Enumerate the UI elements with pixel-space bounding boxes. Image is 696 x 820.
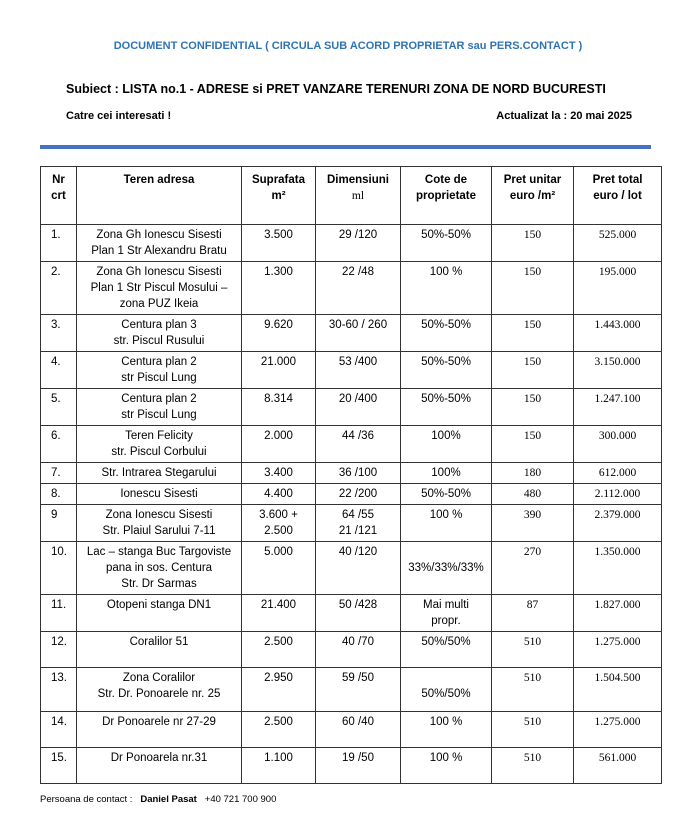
cell-line: 100%: [431, 467, 461, 479]
cell-line: Dr Ponoarele nr 27-29: [102, 716, 216, 728]
cell-dimensions: [316, 262, 401, 315]
table-row: [41, 389, 662, 426]
cell-line: 19 /50: [342, 752, 374, 764]
cell-shares: [401, 668, 492, 712]
cell-line: Teren Felicity: [125, 430, 193, 442]
cell-shares: [401, 262, 492, 315]
cell-unit-price: 510: [492, 712, 574, 748]
cell-line: 50%/50%: [421, 688, 471, 700]
contact-phone: +40 721 700 900: [204, 794, 277, 805]
cell-area: [242, 426, 316, 463]
cell-area: [242, 595, 316, 632]
cell-line: Dr Ponoarela nr.31: [110, 752, 208, 764]
cell-total-price: 1.504.500: [574, 668, 662, 712]
cell-line: 22 /200: [338, 488, 378, 500]
cell-shares: [401, 463, 492, 484]
cell-total-price: 525.000: [574, 225, 662, 262]
cell-dimensions: [316, 505, 401, 542]
cell-line: [404, 670, 488, 686]
cell-nr: 1.: [41, 225, 77, 262]
cell-total-price: 1.275.000: [574, 632, 662, 668]
cell-line: 1.300: [264, 266, 293, 278]
cell-dimensions: [316, 484, 401, 505]
cell-line: Str. Intrarea Stegarului: [101, 467, 217, 479]
cell-dimensions: [316, 389, 401, 426]
cell-total-price: 1.350.000: [574, 542, 662, 595]
cell-address: [77, 225, 242, 262]
cell-unit-price: 87: [492, 595, 574, 632]
cell-address: [77, 668, 242, 712]
cell-unit-price: 510: [492, 632, 574, 668]
cell-line: 3.400: [264, 467, 293, 479]
updated-date: Actualizat la : 20 mai 2025: [496, 110, 632, 122]
cell-nr: 10.: [41, 542, 77, 595]
cell-unit-price: 180: [492, 463, 574, 484]
cell-nr: 9: [41, 505, 77, 542]
table-row: [41, 632, 662, 668]
cell-dimensions: [316, 712, 401, 748]
cell-unit-price: 150: [492, 262, 574, 315]
cell-unit-price: 150: [492, 389, 574, 426]
cell-nr: 6.: [41, 426, 77, 463]
cell-line: Str. Plaiul Sarului 7-11: [102, 525, 216, 537]
cell-line: 50%/50%: [421, 636, 471, 648]
cell-unit-price: 150: [492, 352, 574, 389]
cell-area: [242, 262, 316, 315]
header-area: Suprafata m²: [242, 167, 316, 225]
header-total-price: Pret total euro / lot: [574, 167, 662, 225]
cell-unit-price: 150: [492, 426, 574, 463]
cell-total-price: 1.827.000: [574, 595, 662, 632]
cell-address: [77, 505, 242, 542]
cell-line: 44 /36: [342, 430, 374, 442]
cell-address: [77, 389, 242, 426]
cell-line: 50 /428: [338, 599, 378, 611]
cell-nr: 5.: [41, 389, 77, 426]
cell-line: 5.000: [264, 546, 293, 558]
cell-area: [242, 748, 316, 784]
cell-line: 29 /120: [338, 229, 378, 241]
cell-nr: 15.: [41, 748, 77, 784]
cell-line: Str. Dr. Ponoarele nr. 25: [97, 688, 221, 700]
cell-shares: [401, 389, 492, 426]
cell-address: [77, 426, 242, 463]
cell-area: [242, 389, 316, 426]
cell-shares: [401, 748, 492, 784]
cell-unit-price: 270: [492, 542, 574, 595]
cell-line: Plan 1 Str Piscul Mosului –: [90, 282, 228, 294]
cell-line: Centura plan 2: [121, 356, 197, 368]
table-row: [41, 315, 662, 352]
cell-area: [242, 315, 316, 352]
cell-line: 30-60 / 260: [328, 319, 388, 331]
cell-line: Centura plan 2: [121, 393, 197, 405]
subject-line: Subiect : LISTA no.1 - ADRESE si PRET VANZARE TERENURI ZONA DE NORD BUCURESTI: [66, 82, 606, 96]
cell-address: [77, 595, 242, 632]
cell-total-price: 195.000: [574, 262, 662, 315]
cell-line: 64 /55: [342, 509, 374, 521]
cell-line: 2.500: [264, 716, 293, 728]
cell-shares: [401, 595, 492, 632]
cell-total-price: 300.000: [574, 426, 662, 463]
cell-address: [77, 262, 242, 315]
cell-shares: [401, 225, 492, 262]
cell-total-price: 1.247.100: [574, 389, 662, 426]
cell-line: 100 %: [429, 266, 463, 278]
cell-line: 50%-50%: [421, 488, 471, 500]
cell-total-price: 1.443.000: [574, 315, 662, 352]
cell-area: [242, 505, 316, 542]
cell-nr: 13.: [41, 668, 77, 712]
cell-line: Zona Gh Ionescu Sisesti: [96, 229, 222, 241]
cell-unit-price: 510: [492, 748, 574, 784]
cell-line: 20 /400: [338, 393, 378, 405]
header-dimensions: Dimensiuni ml: [316, 167, 401, 225]
cell-total-price: 561.000: [574, 748, 662, 784]
cell-line: 60 /40: [342, 716, 374, 728]
cell-line: propr.: [431, 615, 461, 627]
cell-shares: [401, 484, 492, 505]
table-row: [41, 262, 662, 315]
cell-unit-price: 390: [492, 505, 574, 542]
cell-line: [404, 544, 488, 560]
table-row: [41, 426, 662, 463]
cell-area: [242, 352, 316, 389]
cell-line: 2.500: [264, 525, 293, 537]
cell-line: 36 /100: [338, 467, 378, 479]
table-row: [41, 463, 662, 484]
header-unit-price: Pret unitar euro /m²: [492, 167, 574, 225]
cell-line: Str. Dr Sarmas: [121, 578, 197, 590]
cell-area: [242, 632, 316, 668]
cell-line: str Piscul Lung: [121, 409, 197, 421]
cell-total-price: 3.150.000: [574, 352, 662, 389]
cell-line: 1.100: [264, 752, 293, 764]
cell-line: 2.950: [264, 672, 293, 684]
cell-line: 21.400: [260, 599, 297, 611]
divider-rule: [40, 145, 651, 149]
cell-shares: [401, 712, 492, 748]
cell-line: 2.000: [264, 430, 293, 442]
cell-address: [77, 315, 242, 352]
cell-line: Otopeni stanga DN1: [106, 599, 212, 611]
table-row: [41, 712, 662, 748]
cell-line: 100%: [431, 430, 461, 442]
cell-shares: [401, 352, 492, 389]
cell-line: 3.600 +: [259, 509, 298, 521]
cell-line: zona PUZ Ikeia: [119, 298, 199, 310]
cell-dimensions: [316, 668, 401, 712]
cell-line: Centura plan 3: [121, 319, 197, 331]
header-shares: Cote de proprietate: [401, 167, 492, 225]
cell-line: 8.314: [264, 393, 293, 405]
cell-line: Plan 1 Str Alexandru Bratu: [91, 245, 227, 257]
cell-area: [242, 668, 316, 712]
cell-line: 100 %: [429, 752, 463, 764]
cell-nr: 2.: [41, 262, 77, 315]
contact-footer: [40, 794, 276, 805]
cell-line: Mai multi: [422, 599, 469, 611]
cell-dimensions: [316, 315, 401, 352]
table-row: [41, 542, 662, 595]
cell-line: 100 %: [429, 509, 463, 521]
header-address: Teren adresa: [77, 167, 242, 225]
cell-line: Lac – stanga Buc Targoviste: [86, 546, 232, 558]
cell-unit-price: 480: [492, 484, 574, 505]
cell-line: pana in sos. Centura: [105, 562, 213, 574]
cell-nr: 14.: [41, 712, 77, 748]
cell-shares: [401, 505, 492, 542]
cell-address: [77, 748, 242, 784]
cell-dimensions: [316, 748, 401, 784]
cell-unit-price: 150: [492, 225, 574, 262]
cell-nr: 11.: [41, 595, 77, 632]
cell-dimensions: [316, 225, 401, 262]
cell-line: 50%-50%: [421, 393, 471, 405]
cell-total-price: 612.000: [574, 463, 662, 484]
cell-line: 53 /400: [338, 356, 378, 368]
cell-line: Zona Coralilor: [122, 672, 196, 684]
cell-dimensions: [316, 632, 401, 668]
cell-address: [77, 352, 242, 389]
land-listing-table: [40, 166, 662, 784]
cell-line: 100 %: [429, 716, 463, 728]
table-row: [41, 748, 662, 784]
cell-line: Coralilor 51: [129, 636, 189, 648]
cell-line: 4.400: [264, 488, 293, 500]
cell-dimensions: [316, 463, 401, 484]
table-row: [41, 352, 662, 389]
cell-nr: 3.: [41, 315, 77, 352]
table-row: [41, 225, 662, 262]
cell-line: 33%/33%/33%: [408, 562, 484, 574]
cell-nr: 4.: [41, 352, 77, 389]
cell-unit-price: 510: [492, 668, 574, 712]
cell-dimensions: [316, 426, 401, 463]
cell-address: [77, 542, 242, 595]
cell-line: str. Piscul Corbului: [111, 446, 207, 458]
cell-area: [242, 712, 316, 748]
confidential-notice: DOCUMENT CONFIDENTIAL ( CIRCULA SUB ACORD PROPRIETAR sau PERS.CONTACT ): [113, 40, 583, 52]
cell-total-price: 2.112.000: [574, 484, 662, 505]
cell-address: [77, 484, 242, 505]
cell-line: 21.000: [260, 356, 297, 368]
cell-total-price: 1.275.000: [574, 712, 662, 748]
greeting: Catre cei interesati !: [66, 110, 172, 122]
table-row: [41, 595, 662, 632]
cell-line: Zona Gh Ionescu Sisesti: [96, 266, 222, 278]
cell-line: 3.500: [264, 229, 293, 241]
cell-line: str Piscul Lung: [121, 372, 197, 384]
cell-line: 59 /50: [342, 672, 374, 684]
cell-line: 50%-50%: [421, 356, 471, 368]
cell-area: [242, 463, 316, 484]
cell-area: [242, 542, 316, 595]
header-nr: Nr crt: [41, 167, 77, 225]
contact-label: Persoana de contact :: [40, 794, 133, 805]
cell-line: 50%-50%: [421, 319, 471, 331]
cell-area: [242, 225, 316, 262]
cell-nr: 7.: [41, 463, 77, 484]
cell-unit-price: 150: [492, 315, 574, 352]
cell-area: [242, 484, 316, 505]
cell-address: [77, 632, 242, 668]
cell-dimensions: [316, 352, 401, 389]
cell-address: [77, 463, 242, 484]
cell-line: 40 /70: [342, 636, 374, 648]
cell-line: 22 /48: [342, 266, 374, 278]
cell-address: [77, 712, 242, 748]
cell-nr: 8.: [41, 484, 77, 505]
cell-line: 9.620: [264, 319, 293, 331]
contact-name: Daniel Pasat: [140, 794, 197, 805]
cell-line: Ionescu Sisesti: [120, 488, 198, 500]
cell-shares: [401, 315, 492, 352]
cell-dimensions: [316, 595, 401, 632]
cell-line: Zona Ionescu Sisesti: [105, 509, 213, 521]
cell-line: 2.500: [264, 636, 293, 648]
cell-line: 21 /121: [338, 525, 378, 537]
cell-shares: [401, 426, 492, 463]
table-row: [41, 484, 662, 505]
table-header-row: [41, 167, 662, 225]
table-row: [41, 668, 662, 712]
cell-shares: [401, 542, 492, 595]
cell-nr: 12.: [41, 632, 77, 668]
cell-line: 40 /120: [338, 546, 378, 558]
cell-line: 50%-50%: [421, 229, 471, 241]
table-row: [41, 505, 662, 542]
cell-dimensions: [316, 542, 401, 595]
cell-total-price: 2.379.000: [574, 505, 662, 542]
cell-line: str. Piscul Rusului: [113, 335, 205, 347]
cell-shares: [401, 632, 492, 668]
